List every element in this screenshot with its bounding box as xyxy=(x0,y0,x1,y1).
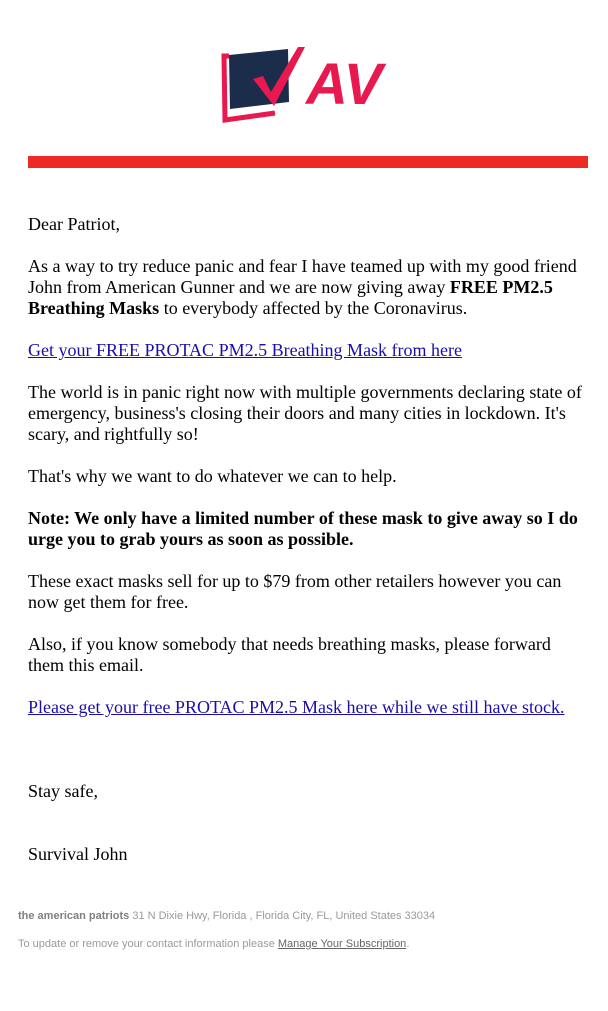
intro-text-after: to everybody affected by the Coronavirus. xyxy=(159,298,468,318)
signoff: Stay safe, xyxy=(28,781,98,801)
intro-text-before: As a way to try reduce panic and fear I have teamed up with my good friend John from American Gunner and we are now giving away xyxy=(28,256,577,297)
price-paragraph: These exact masks sell for up to $79 from other retailers however you can now get them for free. xyxy=(28,571,562,612)
get-mask-link[interactable]: Get your FREE PROTAC PM2.5 Breathing Mask from here xyxy=(28,340,463,360)
signature: Survival John xyxy=(28,844,128,864)
intro-bold-offer: FREE PM2.5 Breathing Masks xyxy=(28,277,553,318)
note-paragraph: Note: We only have a limited number of these mask to give away so I do urge you to grab yours as soon as possible. xyxy=(28,508,578,549)
greeting: Dear Patriot, xyxy=(28,214,120,234)
header-divider-bar xyxy=(28,156,588,168)
footer-manage-row xyxy=(18,936,598,952)
footer-period: . xyxy=(406,938,410,950)
intro-paragraph xyxy=(28,256,588,319)
stock-link-paragraph xyxy=(28,697,588,718)
logo-text: AV xyxy=(306,52,383,117)
footer-address: 31 N Dixie Hwy, Florida , Florida City, FL, United States 33034 xyxy=(129,910,436,922)
forward-paragraph: Also, if you know somebody that needs breathing masks, please forward them this email. xyxy=(28,634,551,675)
brand-logo xyxy=(218,44,398,126)
help-paragraph: That's why we want to do whatever we can to help. xyxy=(28,466,397,486)
logo-mark xyxy=(218,44,398,126)
offer-link-paragraph xyxy=(28,340,588,361)
footer-address-row xyxy=(18,908,598,924)
manage-subscription-link[interactable]: Manage Your Subscription xyxy=(277,938,407,950)
panic-paragraph: The world is in panic right now with multiple governments declaring state of emergency, business's closing their doors and many cities in lockdown. It's scary, and rightfully so! xyxy=(28,382,582,444)
stock-mask-link[interactable]: Please get your free PROTAC PM2.5 Mask here while we still have stock. xyxy=(28,697,565,717)
email-footer xyxy=(18,908,598,952)
footer-update-text: To update or remove your contact information please xyxy=(18,938,278,950)
email-body xyxy=(28,214,588,886)
footer-org-name: the american patriots xyxy=(18,910,130,922)
